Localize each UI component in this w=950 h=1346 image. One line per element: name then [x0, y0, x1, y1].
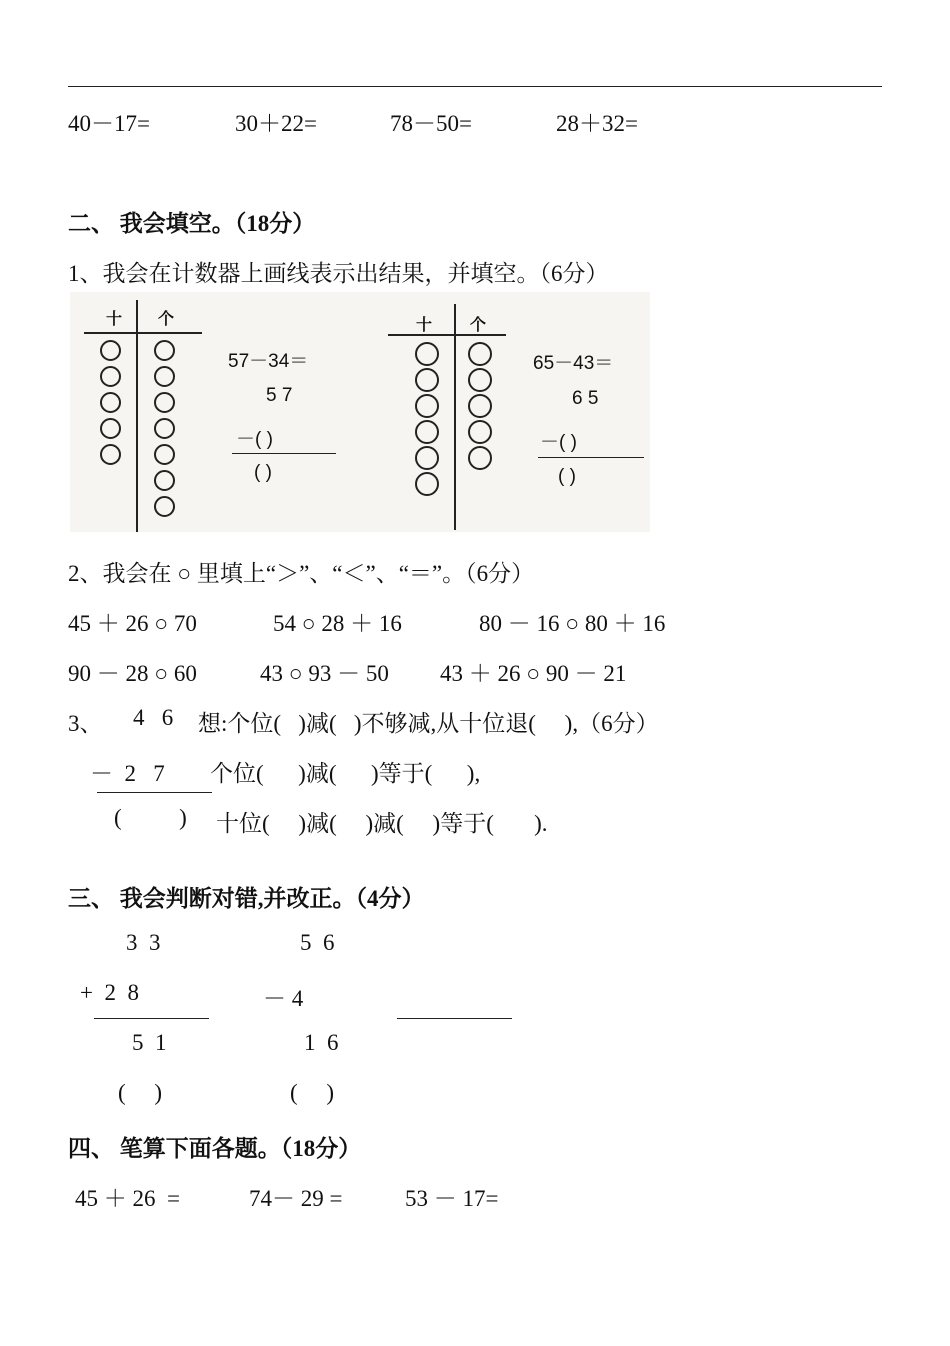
bead [154, 366, 175, 387]
section3-title: 三、 我会判断对错,并改正。（4分） [68, 886, 425, 911]
abacus-left-tens-label: 十 [106, 311, 123, 328]
abacus-left-sum-line [232, 453, 336, 454]
abacus-left-digits: 5 7 [266, 385, 293, 406]
q2-row2-item3: 43 ＋ 26 ○ 90 － 21 [440, 661, 627, 686]
q2-row1-item2: 54 ○ 28 ＋ 16 [273, 611, 402, 636]
bead [415, 368, 439, 392]
bead [154, 444, 175, 465]
section4-title: 四、 笔算下面各题。（18分） [68, 1136, 362, 1161]
abacus-left-minus-row: －( ) [236, 429, 273, 450]
q3-sum-line [97, 792, 212, 793]
abacus-right-top-line [388, 334, 506, 336]
bead [100, 366, 121, 387]
s3-p1-mark: ( ) [118, 1080, 163, 1105]
bead [154, 340, 175, 361]
q3-line1: 想:个位( )减( )不够减,从十位退( ),（6分） [198, 711, 659, 736]
q3-result: ( ) [114, 805, 187, 830]
bead [468, 394, 492, 418]
abacus-right-minus-row: －( ) [540, 432, 577, 453]
abacus-left-expr: 57－34＝ [228, 351, 309, 372]
bead [100, 340, 121, 361]
section2-q2-text: 2、我会在 ○ 里填上“＞”、“＜”、“＝”。（6分） [68, 561, 535, 586]
abacus-right-result-row: ( ) [558, 466, 576, 487]
q3-top-number: 4 6 [133, 705, 174, 730]
bead [100, 392, 121, 413]
bead [154, 496, 175, 517]
q3-label: 3、 [68, 711, 103, 736]
s4-problem-3: 53 － 17= [405, 1186, 499, 1211]
abacus-right-ones-label: 个 [470, 317, 487, 334]
bead [415, 342, 439, 366]
q2-row2-item1: 90 － 28 ○ 60 [68, 661, 197, 686]
s4-problem-1: 45 ＋ 26 = [75, 1186, 180, 1211]
top-problem-2: 30＋22= [235, 111, 317, 136]
q3-line3: 十位( )减( )减( )等于( ). [216, 811, 548, 836]
abacus-right-expr: 65－43＝ [533, 353, 614, 374]
s3-p1-top: 3 3 [126, 930, 161, 955]
top-problem-1: 40－17= [68, 111, 150, 136]
bead [415, 446, 439, 470]
abacus-left-ones-label: 个 [158, 311, 175, 328]
bead [468, 446, 492, 470]
q3-sub-number: － 2 7 [90, 761, 165, 786]
section2-q1-text: 1、我会在计数器上画线表示出结果，并填空。（6分） [68, 261, 609, 286]
bead [100, 444, 121, 465]
bead [468, 420, 492, 444]
q2-row1-item1: 45 ＋ 26 ○ 70 [68, 611, 197, 636]
q2-row2-item2: 43 ○ 93 － 50 [260, 661, 389, 686]
top-rule [68, 86, 882, 87]
top-problem-4: 28＋32= [556, 111, 638, 136]
bead [468, 368, 492, 392]
abacus-right-divider [454, 304, 456, 530]
s4-problem-2: 74－ 29 = [249, 1186, 343, 1211]
abacus-right-digits: 6 5 [572, 388, 599, 409]
s3-p1-result: 5 1 [132, 1030, 167, 1055]
abacus-right-sum-line [538, 457, 644, 458]
section2-title: 二、 我会填空。（18分） [68, 211, 316, 236]
q2-row1-item3: 80 － 16 ○ 80 ＋ 16 [479, 611, 666, 636]
s3-p2-mark: ( ) [290, 1080, 335, 1105]
s3-p1-op: + 2 8 [80, 980, 139, 1005]
abacus-figure [70, 292, 650, 532]
abacus-left-divider [136, 300, 138, 532]
s3-p1-line [94, 1018, 209, 1019]
q3-line2: 个位( )减( )等于( ), [210, 761, 481, 786]
top-problem-3: 78－50= [390, 111, 472, 136]
s3-correction-line [397, 1018, 512, 1019]
s3-p2-result: 1 6 [304, 1030, 339, 1055]
bead [415, 394, 439, 418]
bead [415, 420, 439, 444]
abacus-left-top-line [84, 332, 202, 334]
abacus-left-result-row: ( ) [254, 462, 272, 483]
s3-p2-op: － 4 [263, 986, 304, 1011]
abacus-right-tens-label: 十 [416, 317, 433, 334]
bead [468, 342, 492, 366]
bead [154, 418, 175, 439]
bead [154, 470, 175, 491]
bead [100, 418, 121, 439]
s3-p2-top: 5 6 [300, 930, 335, 955]
bead [154, 392, 175, 413]
bead [415, 472, 439, 496]
